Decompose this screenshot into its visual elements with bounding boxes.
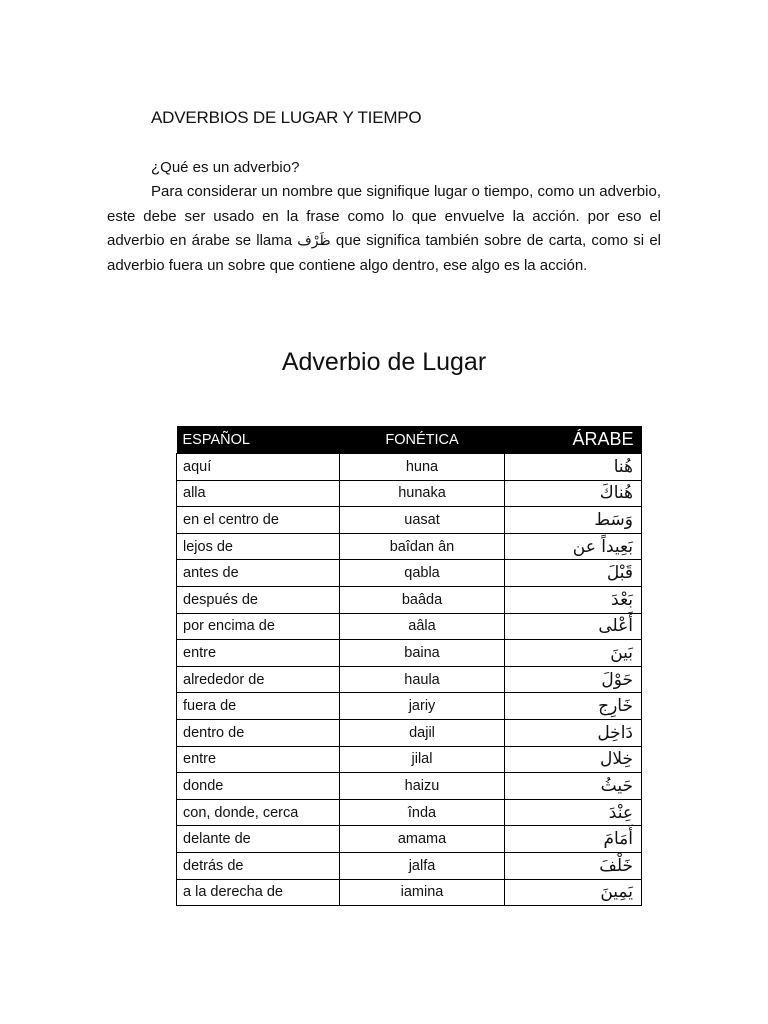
cell-espanol: detrás de [177,852,340,879]
cell-arabe: حَيثُ [505,773,642,800]
cell-arabe: دَاخِل [505,719,642,746]
cell-espanol: entre [177,746,340,773]
cell-fonetica: qabla [340,560,505,587]
cell-fonetica: haula [340,666,505,693]
cell-fonetica: aâla [340,613,505,640]
table-row [177,640,642,667]
cell-arabe: خِلال [505,746,642,773]
question-line: ¿Qué es un adverbio? [151,159,300,176]
cell-fonetica: dajil [340,719,505,746]
cell-espanol: antes de [177,560,340,587]
table-row [177,533,642,560]
cell-fonetica: hunaka [340,480,505,507]
cell-espanol: alrededor de [177,666,340,693]
cell-fonetica: baâda [340,586,505,613]
cell-espanol: a la derecha de [177,879,340,906]
section-title: Adverbio de Lugar [281,348,487,376]
cell-espanol: dentro de [177,719,340,746]
cell-fonetica: baîdan ân [340,533,505,560]
cell-espanol: con, donde, cerca [177,799,340,826]
page-title: ADVERBIOS DE LUGAR Y TIEMPO [151,108,422,127]
cell-espanol: delante de [177,826,340,853]
cell-fonetica: baina [340,640,505,667]
cell-arabe: قَبْلَ [505,560,642,587]
cell-arabe: أَمَامَ [505,826,642,853]
cell-arabe: بَعِيداً عن [505,533,642,560]
table-row [177,746,642,773]
cell-fonetica: jalfa [340,852,505,879]
table-row [177,560,642,587]
arabic-term: ظَرْف [297,233,331,249]
cell-fonetica: huna [340,454,505,481]
cell-fonetica: jariy [340,693,505,720]
cell-arabe: خَارِج [505,693,642,720]
cell-espanol: aquí [177,454,340,481]
cell-espanol: alla [177,480,340,507]
cell-arabe: يَمِينَ [505,879,642,906]
cell-espanol: entre [177,640,340,667]
cell-arabe: بَعْدَ [505,586,642,613]
cell-espanol: lejos de [177,533,340,560]
cell-espanol: donde [177,773,340,800]
cell-fonetica: amama [340,826,505,853]
cell-espanol: por encima de [177,613,340,640]
table-row [177,826,642,853]
cell-arabe: خَلْفَ [505,852,642,879]
table-row [177,879,642,906]
table-row [177,852,642,879]
table-row [177,719,642,746]
table-row [177,507,642,534]
table-row [177,693,642,720]
cell-fonetica: haizu [340,773,505,800]
cell-espanol: después de [177,586,340,613]
cell-arabe: هُنا [505,454,642,481]
cell-fonetica: jilal [340,746,505,773]
cell-fonetica: înda [340,799,505,826]
cell-arabe: حَوْلَ [505,666,642,693]
cell-arabe: عِنْدَ [505,799,642,826]
paragraph-text-start: Para considerar un nombre que signifique lugar o tiempo, como un adverbio, este debe ser usado en la frase como lo que envuelve la acción. por eso el adverbio en árabe se llama [107,183,661,249]
cell-fonetica: iamina [340,879,505,906]
table-row [177,799,642,826]
intro-paragraph [107,180,661,278]
table-row [177,666,642,693]
cell-espanol: en el centro de [177,507,340,534]
header-fonetica: FONÉTICA [340,426,505,454]
cell-fonetica: uasat [340,507,505,534]
cell-arabe: وَسَط [505,507,642,534]
table-row [177,454,642,481]
cell-arabe: هُناكَ [505,480,642,507]
adverbs-table [176,426,642,906]
cell-espanol: fuera de [177,693,340,720]
table-row [177,586,642,613]
header-espanol: ESPAÑOL [177,426,340,454]
table-body [177,454,642,906]
paragraph-text-end: que significa también sobre de carta, como si el adverbio fuera un sobre que contiene algo dentro, ese algo es la acción. [107,232,661,274]
cell-arabe: أَعْلى [505,613,642,640]
table-header-row [177,426,642,454]
table-row [177,773,642,800]
table-row [177,613,642,640]
cell-arabe: بَينَ [505,640,642,667]
table-row [177,480,642,507]
header-arabe: ÁRABE [505,426,642,454]
